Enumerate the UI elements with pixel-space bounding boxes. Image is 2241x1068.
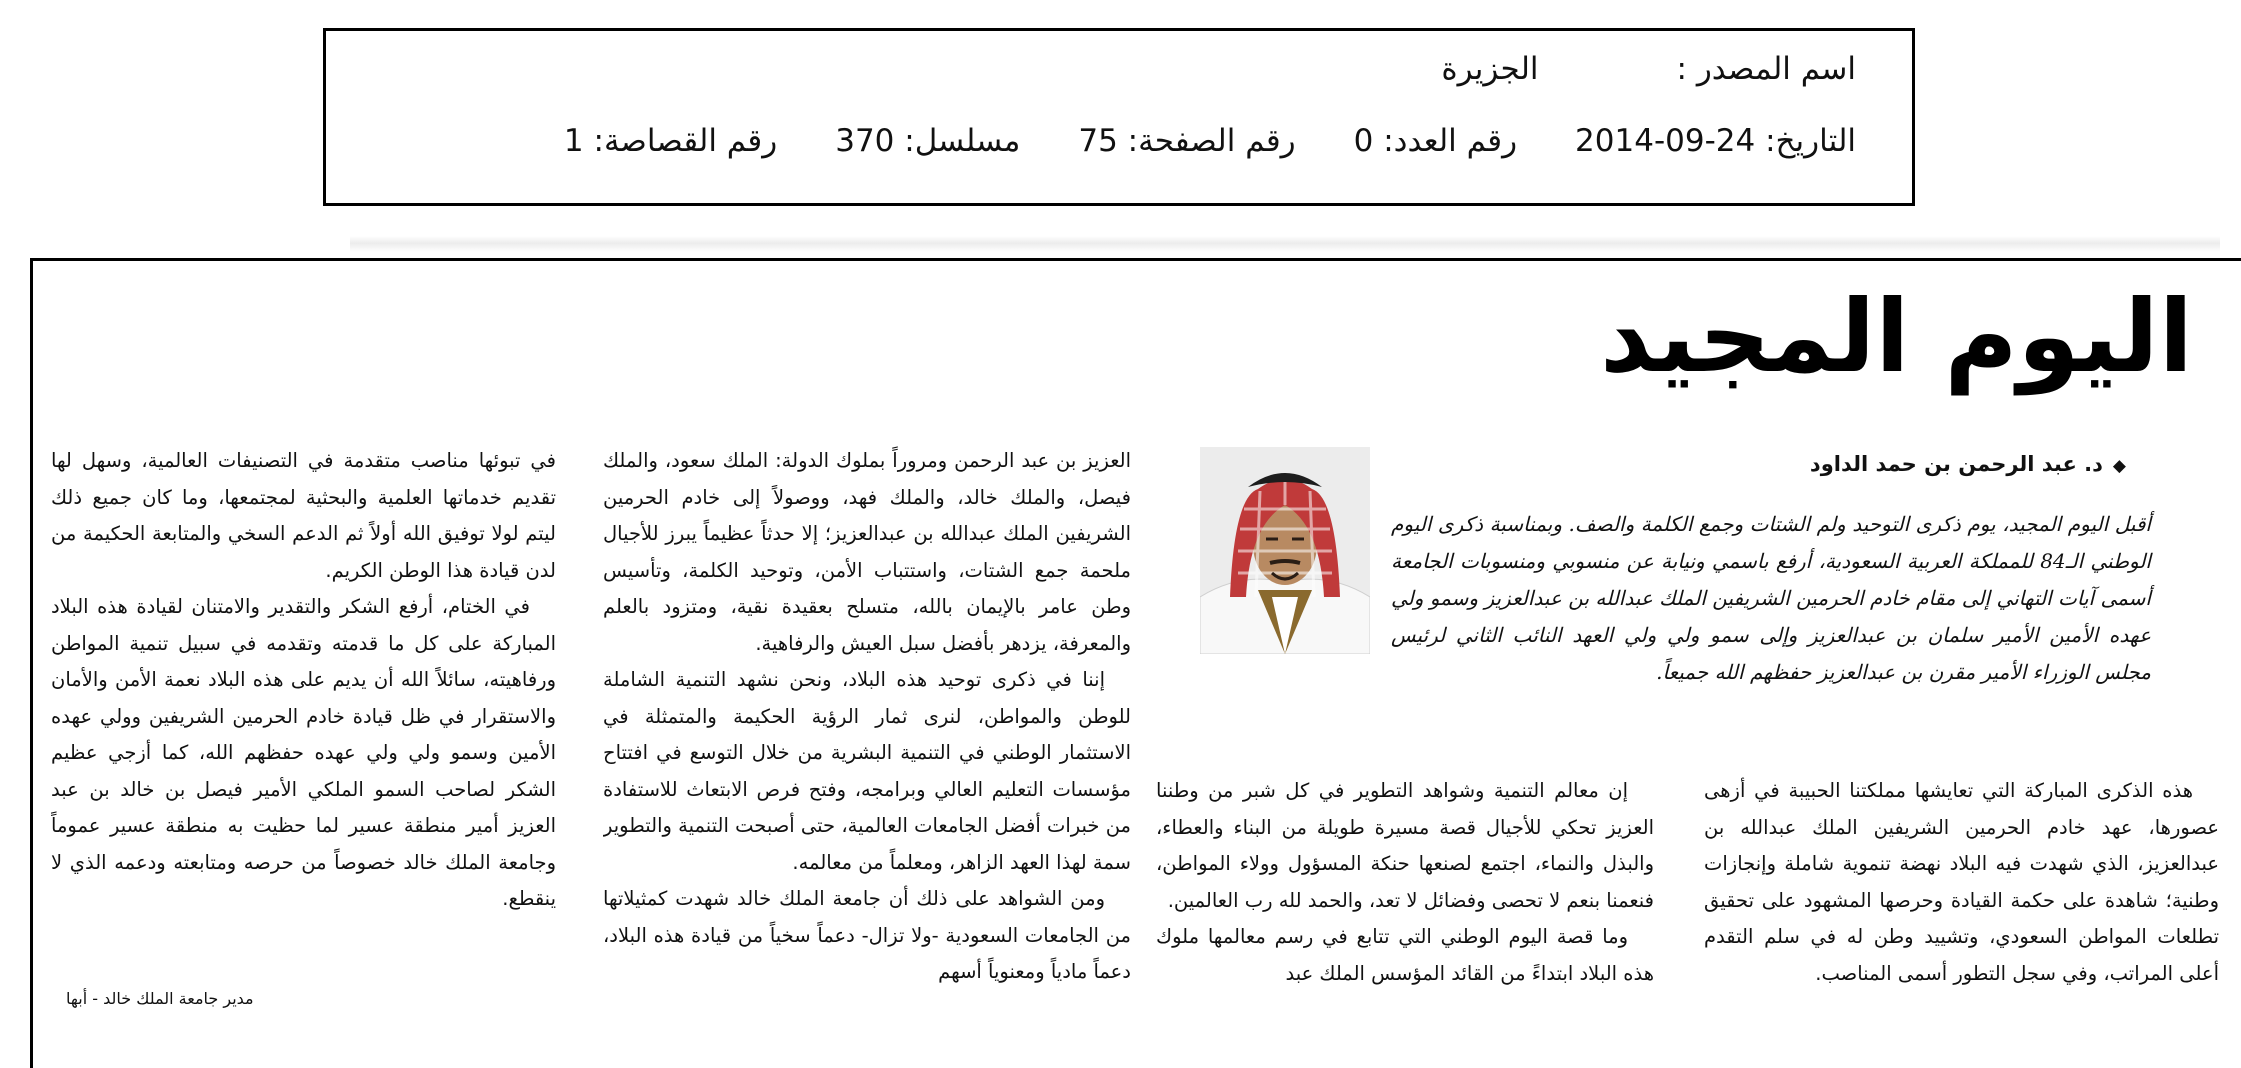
author-signature: مدير جامعة الملك خالد - أبها [66,989,254,1008]
text-column-1 [1704,773,2219,1013]
paragraph: هذه الذكرى المباركة التي تعايشها مملكتنا الحبيبة في أزهى عصورها، عهد خادم الحرمين الشريفين الملك عبدالله بن عبدالعزيز، الذي شهدت فيه البلاد نهضة تنموية شاملة وإنجازات وطنية؛ شاهدة على حكمة القيادة وحرصها المشهود على تحقيق تطلعات المواطن السعودي، وتشييد وطن له في سلم التقدم أعلى المراتب، وفي سجل التطور أسمى المناصب. [1704,779,2219,985]
author-name: د. عبد الرحمن بن حمد الداود [1809,452,2103,476]
source-row [1441,51,1856,87]
text-column-3 [603,443,1131,1043]
details-row [564,123,1856,159]
issue-field: رقم العدد: 0 [1353,123,1518,159]
date-field: التاريخ: 24-09-2014 [1575,123,1856,159]
article-headline: اليوم المجيد [1600,278,2193,395]
byline-bullet-icon: ◆ [2112,456,2126,476]
text-column-2 [1156,773,1654,1035]
paragraph: العزيز بن عبد الرحمن ومروراً بملوك الدولة: الملك سعود، والملك فيصل، والملك خالد، والملك فهد، ووصولاً إلى خادم الحرمين الشريفين الملك عبدالله بن عبدالعزيز؛ إلا حدثاً عظيماً يبرز للأجيال ملحمة جمع الشتات، واستتباب الأمن، وتوحيد الكلمة، وتأسيس وطن عامر بالإيمان بالله، متسلح بعقيدة نقية، ومتزود بالعلم والمعرفة، يزدهر بأفضل سبل العيش والرفاهية. [603,449,1131,655]
paragraph: في الختام، أرفع الشكر والتقدير والامتنان لقيادة هذه البلاد المباركة على كل ما قدمته وتقدمه في سبيل تنمية المواطن ورفاهيته، سائلاً الله أن يديم على هذه البلاد نعمة الأمن والأمان والاستقرار في ظل قيادة خادم الحرمين الشريفين وولي عهده الأمين وسمو ولي ولي عهده حفظهم الله، كما أزجي عظيم الشكر لصاحب السمو الملكي الأمير فيصل بن خالد بن عبد العزيز أمير منطقة عسير لما حظيت به منطقة عسير عموماً وجامعة الملك خالد خصوصاً من حرصه ومتابعته ودعمه الذي لا ينقطع. [51,595,556,910]
source-value: الجزيرة [1441,51,1539,87]
scan-separator [350,236,2220,252]
text-column-4 [51,443,556,963]
article-lead: أقبل اليوم المجيد، يوم ذكرى التوحيد ولم الشتات وجمع الكلمة والصف. وبمناسبة ذكرى اليوم الوطني الـ84 للمملكة العربية السعودية، أرفع باسمي ونيابة عن منسوبي ومنسوبات الجامعة أسمى آيات التهاني إلى مقام خادم الحرمين الشريفين الملك عبدالله بن عبدالعزيز وسمو ولي عهده الأمين الأمير سلمان بن عبدالعزيز وإلى سمو ولي ولي العهد النائب الثاني لرئيس مجلس الوزراء الأمير مقرن بن عبدالعزيز حفظهم الله جميعاً. [1391,512,2151,684]
byline [1810,452,2126,476]
serial-field: مسلسل: 370 [835,123,1021,159]
paragraph: ومن الشواهد على ذلك أن جامعة الملك خالد شهدت كمثيلاتها من الجامعات السعودية -ولا تزال- دعماً سخياً من قيادة هذه البلاد، دعماً مادياً ومعنوياً أسهم [603,887,1131,983]
paragraph: في تبوئها مناصب متقدمة في التصنيفات العالمية، وسهل لها تقديم خدماتها العلمية والبحثية لمجتمعها، وما كان جميع ذلك ليتم لولا توفيق الله أولاً ثم الدعم السخي والمتابعة الحكيمة من لدن قيادة هذا الوطن الكريم. [51,449,556,582]
clip-field: رقم القصاصة: 1 [563,123,778,159]
author-photo [1200,447,1370,654]
source-label: اسم المصدر : [1676,51,1856,87]
paragraph: إننا في ذكرى توحيد هذه البلاد، ونحن نشهد التنمية الشاملة للوطن والمواطن، لنرى ثمار الرؤية الحكيمة والمتمثلة في الاستثمار الوطني في التنمية البشرية من خلال التوسع في افتتاح مؤسسات التعليم العالي وبرامجه، وفتح فرص الابتعاث للاستفادة من خبرات أفضل الجامعات العالمية، حتى أصبحت التنمية والتطوير سمة لهذا العهد الزاهر، ومعلماً من معالمه. [603,668,1131,874]
paragraph: وما قصة اليوم الوطني التي تتابع في رسم معالمها ملوك هذه البلاد ابتداءً من القائد المؤسس الملك عبد [1156,925,1654,985]
source-metadata-box [323,28,1915,206]
page-field: رقم الصفحة: 75 [1078,123,1296,159]
paragraph: إن معالم التنمية وشواهد التطوير في كل شبر من وطننا العزيز تحكي للأجيال قصة مسيرة طويلة من البناء والعطاء، والبذل والنماء، اجتمع لصنعها حنكة المسؤول وولاء المواطن، فنعمنا بنعم لا تحصى وفضائل لا تعد، والحمد لله رب العالمين. [1156,779,1654,912]
